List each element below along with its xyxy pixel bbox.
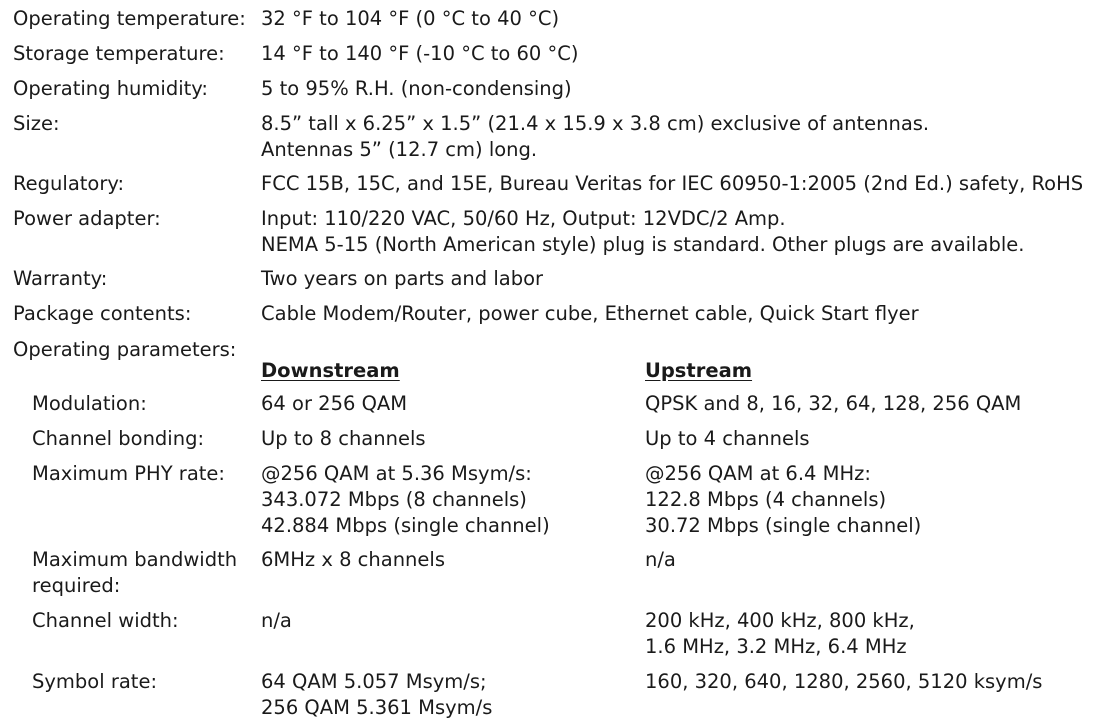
param-label: Symbol rate:	[32, 670, 158, 693]
upstream-value: n/a	[645, 548, 676, 571]
upstream-header: Upstream	[645, 359, 753, 382]
label-line: Maximum bandwidth	[32, 548, 238, 571]
downstream-header: Downstream	[261, 359, 400, 382]
param-label	[32, 547, 237, 599]
spec-value	[261, 206, 1024, 258]
spec-value: FCC 15B, 15C, and 15E, Bureau Veritas for IEC 60950-1:2005 (2nd Ed.) safety, RoHS	[261, 172, 1084, 195]
upstream-value: 160, 320, 640, 1280, 2560, 5120 ksym/s	[645, 670, 1043, 693]
spec-label: Operating parameters:	[13, 338, 237, 361]
spec-value-line: Input: 110/220 VAC, 50/60 Hz, Output: 12VDC/2 Amp.	[261, 207, 786, 230]
param-label: Maximum PHY rate:	[32, 462, 225, 485]
value-line: @256 QAM at 6.4 MHz:	[645, 462, 871, 485]
value-line: 256 QAM 5.361 Msym/s	[261, 696, 493, 719]
downstream-value: Up to 8 channels	[261, 427, 426, 450]
spec-value: Cable Modem/Router, power cube, Ethernet cable, Quick Start flyer	[261, 302, 919, 325]
spec-value	[261, 111, 929, 163]
upstream-value: Up to 4 channels	[645, 427, 810, 450]
spec-value: 14 °F to 140 °F (-10 °C to 60 °C)	[261, 42, 579, 65]
spec-value-line: 8.5” tall x 6.25” x 1.5” (21.4 x 15.9 x 3.8 cm) exclusive of antennas.	[261, 112, 930, 135]
spec-label: Package contents:	[13, 302, 192, 325]
spec-label: Operating humidity:	[13, 77, 208, 100]
downstream-value	[261, 669, 492, 721]
value-line: 343.072 Mbps (8 channels)	[261, 488, 527, 511]
value-line: 1.6 MHz, 3.2 MHz, 6.4 MHz	[645, 635, 907, 658]
upstream-value	[645, 608, 915, 660]
downstream-value	[261, 461, 550, 539]
spec-label: Warranty:	[13, 267, 108, 290]
downstream-value: 64 or 256 QAM	[261, 392, 408, 415]
spec-value-line: Antennas 5” (12.7 cm) long.	[261, 138, 538, 161]
spec-label: Regulatory:	[13, 172, 125, 195]
spec-label: Operating temperature:	[13, 7, 246, 30]
param-label: Channel bonding:	[32, 427, 205, 450]
upstream-value	[645, 461, 921, 539]
label-line: required:	[32, 574, 121, 597]
value-line: 200 kHz, 400 kHz, 800 kHz,	[645, 609, 915, 632]
spec-value-line: NEMA 5-15 (North American style) plug is standard. Other plugs are available.	[261, 233, 1025, 256]
spec-label: Size:	[13, 112, 60, 135]
spec-value: 32 °F to 104 °F (0 °C to 40 °C)	[261, 7, 560, 30]
value-line: @256 QAM at 5.36 Msym/s:	[261, 462, 532, 485]
param-label: Channel width:	[32, 609, 179, 632]
downstream-value: n/a	[261, 609, 292, 632]
spec-value: 5 to 95% R.H. (non-condensing)	[261, 77, 572, 100]
value-line: 42.884 Mbps (single channel)	[261, 514, 550, 537]
value-line: 64 QAM 5.057 Msym/s;	[261, 670, 487, 693]
upstream-value: QPSK and 8, 16, 32, 64, 128, 256 QAM	[645, 392, 1022, 415]
downstream-value: 6MHz x 8 channels	[261, 548, 445, 571]
value-line: 30.72 Mbps (single channel)	[645, 514, 922, 537]
param-label: Modulation:	[32, 392, 147, 415]
spec-value: Two years on parts and labor	[261, 267, 544, 290]
spec-label: Storage temperature:	[13, 42, 225, 65]
spec-label: Power adapter:	[13, 207, 161, 230]
value-line: 122.8 Mbps (4 channels)	[645, 488, 887, 511]
